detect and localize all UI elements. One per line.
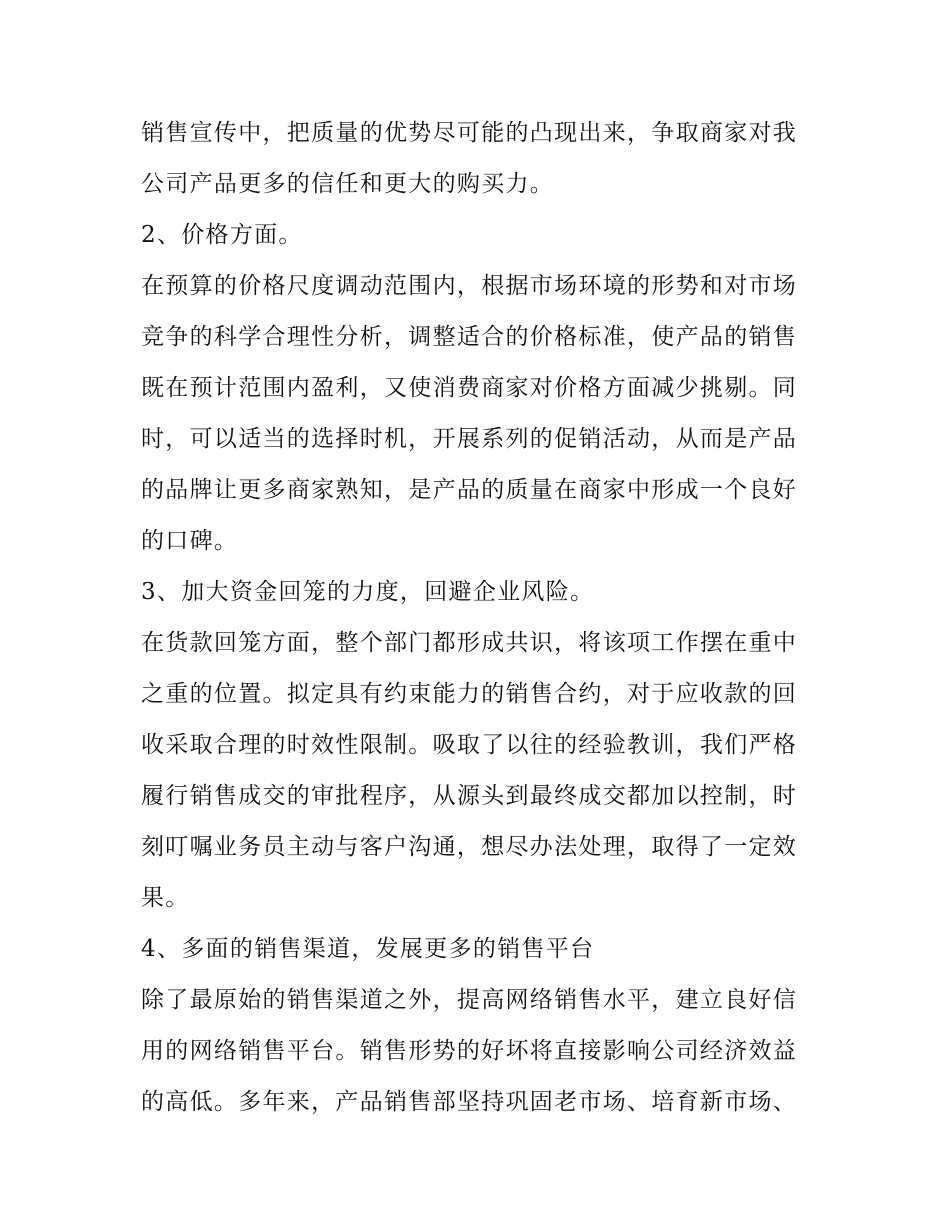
text-line: 在预算的价格尺度调动范围内，根据市场环境的形势和对市场	[141, 273, 798, 299]
section-heading: 4、多面的销售渠道，发展更多的销售平台	[141, 936, 595, 962]
text-line: 销售宣传中，把质量的优势尽可能的凸现出来，争取商家对我	[141, 120, 798, 146]
text-line: 用的网络销售平台。销售形势的好坏将直接影响公司经济效益	[141, 1038, 798, 1064]
text-line: 刻叮嘱业务员主动与客户沟通，想尽办法处理，取得了一定效	[141, 834, 798, 860]
text-line: 履行销售成交的审批程序，从源头到最终成交都加以控制，时	[141, 783, 798, 809]
text-line: 时，可以适当的选择时机，开展系列的促销活动，从而是产品	[141, 426, 798, 452]
text-line: 既在预计范围内盈利，又使消费商家对价格方面减少挑剔。同	[141, 375, 798, 401]
text-line: 之重的位置。拟定具有约束能力的销售合约，对于应收款的回	[141, 681, 798, 707]
text-line: 的品牌让更多商家熟知，是产品的质量在商家中形成一个良好	[141, 477, 798, 503]
text-line: 果。	[141, 885, 190, 911]
text-line: 的高低。多年来，产品销售部坚持巩固老市场、培育新市场、	[141, 1089, 798, 1115]
text-line: 公司产品更多的信任和更大的购买力。	[141, 171, 555, 197]
section-heading: 3、加大资金回笼的力度，回避企业风险。	[141, 579, 595, 605]
text-line: 的口碑。	[141, 528, 239, 554]
section-heading: 2、价格方面。	[141, 222, 303, 248]
text-line: 竞争的科学合理性分析，调整适合的价格标准，使产品的销售	[141, 324, 798, 350]
text-line: 收采取合理的时效性限制。吸取了以往的经验教训，我们严格	[141, 732, 798, 758]
text-line: 在货款回笼方面，整个部门都形成共识，将该项工作摆在重中	[141, 630, 798, 656]
body-text	[141, 108, 831, 1128]
text-line: 除了最原始的销售渠道之外，提高网络销售水平，建立良好信	[141, 987, 798, 1013]
